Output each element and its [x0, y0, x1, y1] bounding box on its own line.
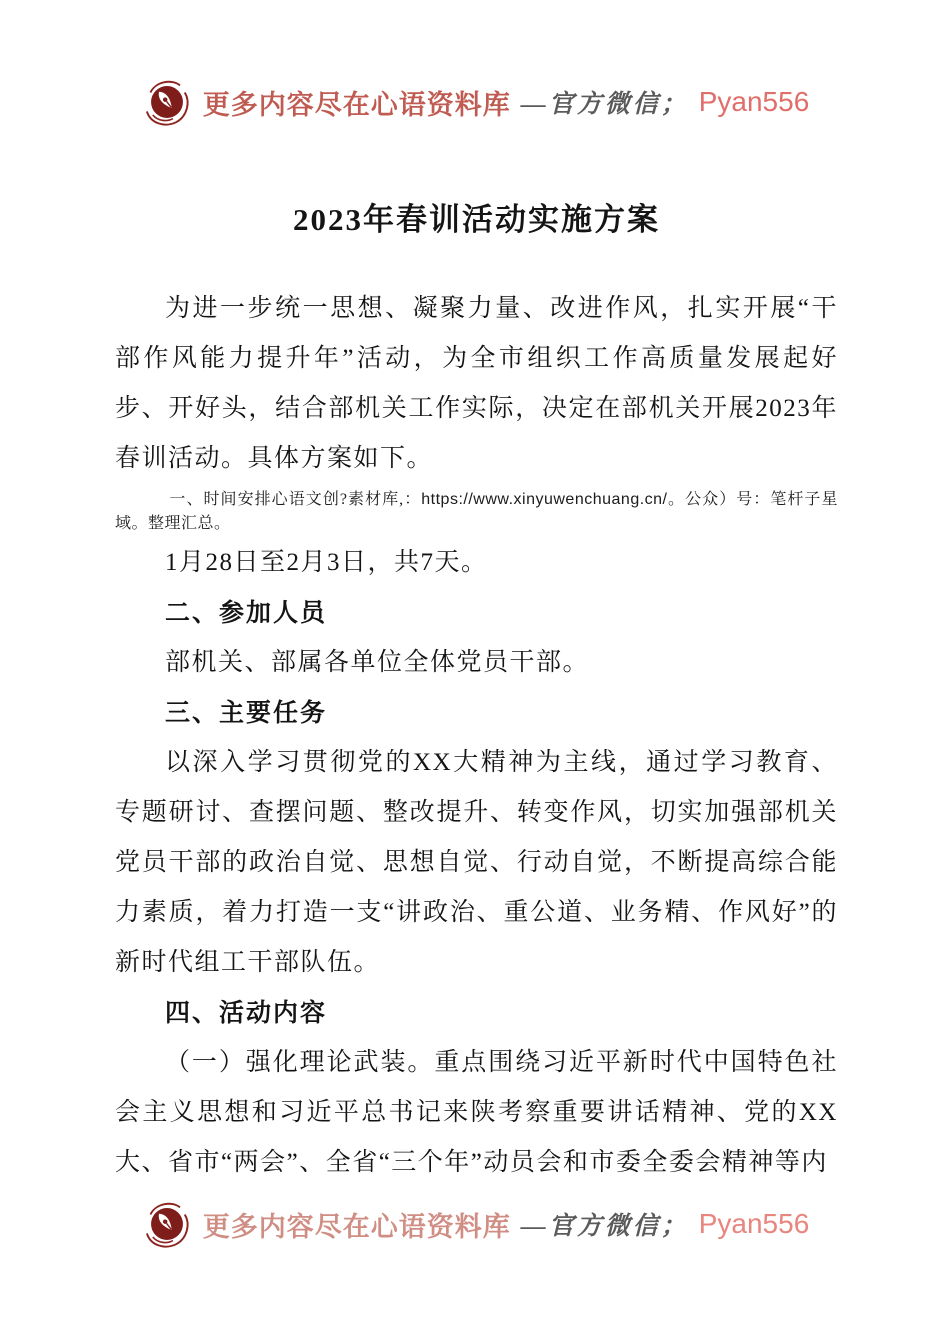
- watermark-wechat-label: —官方微信；: [520, 91, 689, 118]
- watermark-wechat-id: Pyan556: [698, 1208, 810, 1239]
- watermark-wechat-id: Pyan556: [698, 86, 810, 117]
- watermark-text: 更多内容尽在心语资料库: [202, 1211, 511, 1242]
- heading-activities: 四、活动内容: [165, 999, 328, 1027]
- note-line: [115, 488, 838, 536]
- watermark-text: 更多内容尽在心语资料库: [202, 89, 511, 120]
- paragraph-activities: （一）强化理论武装。重点围绕习近平新时代中国特色社会主义思想和习近平总书记来陕考察重要讲话精神、党的XX大、省市“两会”、全省“三个年”动员会和市委全委会精神等内: [115, 1049, 838, 1176]
- paragraph-time: 1月28日至2月3日，共7天。: [165, 549, 488, 576]
- note-url: https://www.xinyuwenchuang.cn/: [421, 491, 668, 508]
- paragraph-tasks: 以深入学习贯彻党的XX大精神为主线，通过学习教育、专题研讨、查摆问题、整改提升、转变作风，切实加强部机关党员干部的政治自觉、思想自觉、行动自觉，不断提高综合能力素质，着力打造一支“讲政治、重公道、业务精、作风好”的新时代组工干部队伍。: [115, 749, 838, 976]
- heading-participants: 二、参加人员: [165, 599, 328, 627]
- paragraph-intro: 为进一步统一思想、凝聚力量、改进作风，扎实开展“干部作风能力提升年”活动，为全市组织工作高质量发展起好步、开好头，结合部机关工作实际，决定在部机关开展2023年春训活动。具体方案如下。: [115, 295, 838, 472]
- document-content: [115, 192, 838, 1188]
- pen-nib-logo-icon: [141, 76, 193, 128]
- note-prefix: 一、时间安排心语文创?素材库,：: [169, 491, 422, 508]
- watermark-wechat-label: —官方微信；: [520, 1213, 689, 1240]
- watermark-footer: [0, 1198, 950, 1250]
- paragraph-participants: 部机关、部属各单位全体党员干部。: [165, 649, 590, 676]
- watermark-header: [0, 76, 950, 128]
- heading-tasks: 三、主要任务: [165, 699, 328, 727]
- pen-nib-logo-icon: [141, 1198, 193, 1250]
- note-suffix: 。公众）号：笔杆子星域。整理汇总。: [115, 491, 838, 532]
- document-title: 2023年春训活动实施方案: [293, 202, 660, 237]
